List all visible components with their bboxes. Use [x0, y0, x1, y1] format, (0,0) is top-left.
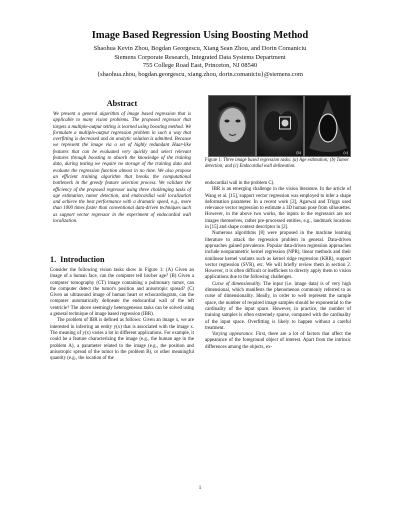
- introduction-text: [50, 268, 194, 362]
- ct-image: [256, 95, 304, 157]
- caption-label: Figure 1:: [205, 158, 223, 163]
- section-heading-introduction: [50, 255, 109, 264]
- intro-paragraph-2: The problem of IBR is defined as follows: Given an image x, we are interested in inferring an entity y(x) that is associated with the image x. The meaning of y(x) varies a lot in different applications. For example, it could be a feature characterizing the image (e.g., the human age in the problem A), a parameter related to the image (e.g., the position and anisotropic spread of the tumor in the problem B), or other meaningful quantity (e.g., the location of the: [50, 318, 194, 362]
- face-image: [208, 95, 256, 157]
- caption-text: Three image based regression tasks: (a) Age estimation; (b) Tumor detection; and (c) Endocardial wall delineation.: [205, 158, 349, 169]
- section-title: Introduction: [60, 255, 105, 264]
- right-paragraph-3: Numerous algorithms [8] were proposed in the machine learning literature to attack the regression problem in general. Data-driven approaches gained prevalence. Popular data-driven regression approaches include nonparametric kernel regression (NPR), linear methods and their nonlinear kernel variants such as kernel ridge regression (KRR), support vector regression (SVR), etc. We will briefly review them in section 2. However, it is often difficult or inefficient to directly apply them to vision applications due to the following challenges.: [205, 231, 351, 281]
- figure-label-b: (b): [296, 150, 301, 155]
- paper-title: Image Based Regression Using Boosting Method: [91, 30, 309, 41]
- right-paragraph-1: endocardial wall in the problem C).: [205, 181, 275, 186]
- paragraph-5-label: Varying appearance.: [212, 332, 254, 338]
- author-affiliation: Siemens Corporate Research, Integrated Data Systems Department: [114, 53, 286, 61]
- echocardiogram-image: [304, 95, 351, 157]
- author-names: Shaohua Kevin Zhou, Bogdan Georgescu, Xiang Sean Zhou, and Dorin Comaniciu: [93, 45, 307, 52]
- author-block: [0, 45, 400, 79]
- abstract-heading: Abstract: [106, 99, 138, 108]
- right-paragraph-4: [205, 282, 351, 332]
- figure-1: [208, 95, 351, 157]
- paragraph-4-label: Curse of dimensionality.: [212, 281, 262, 287]
- right-paragraph-5: [205, 332, 351, 351]
- page-number: 1: [198, 486, 202, 491]
- paragraph-4-body: The input (i.e. image data) is of very high dimensional, which manifests the phenomenon commonly referred to as curse of dimensionality. Ideally, in order to well represent the sample space, the number of required image samples should be exponential to the cardinality of the input space. However, in practice, the number of training samples is often extremely sparse, compared with the cardinality of the input space. Overfitting is likely to happen without a careful treatment.: [205, 281, 351, 331]
- author-emails: {shaohua.zhou, bogdan.georgescu, xiang.zhou, dorin.comaniciu}@siemens.com: [97, 70, 303, 78]
- right-paragraph-2: IBR is an emerging challenge in the vision literature. In the article of Wang et al. [15], support vector regression was employed to infer a shape deformation parameter. In a recent work [2], Agarwal and Triggs used relevance vector regression to estimate a 3D human pose from silhouettes. However, in the above two works, the inputs to the regressors are not images themselves, rather pre-processed entities, e.g., landmark locations in [15] and shape context descriptor in [2].: [205, 187, 351, 231]
- figure-label-c: (c): [343, 150, 348, 155]
- figure-caption: [205, 158, 351, 169]
- figure-label-a: (a): [248, 150, 253, 155]
- intro-paragraph-1: Consider the following vision tasks show in Figure 1: (A) Given an image of a human face, can the computer tell his/her age? (B) Given a computer tomography (CT) image containing a pulmonary tumor, can the computer detect the tumor's position and anisotropic spread? (C) Given an ultrasound image of human heart or echocardiogram, can the computer automatically delineate the endocardial wall of the left ventricle? The above seemingly heterogeneous tasks can be solved using a general technique of image based regression (IBR).: [50, 268, 194, 318]
- section-number: 1.: [50, 255, 57, 264]
- paragraph-5-body: First, there are a lot of factors that affect the appearance of the foreground object of interest. Apart from the intrinsic differences among the objects, ex-: [205, 332, 351, 350]
- abstract-text: [50, 112, 194, 225]
- abstract-paragraph: We present a general algorithm of image based regression that is applicable to many vision problems. The proposed regressor that targets a multiple-output setting is learned using boosting method. We formulate a multiple-output regression problem in such a way that overfitting is decreased and an analytic solution is admitted. Because we represent the image via a set of highly redundant Haar-like features that can be evaluated very quickly and select relevant features through boosting to absorb the knowledge of the training data, during testing we require no storage of the training data and evaluate the regression function almost in no time. We also propose an efficient training algorithm that breaks the computational bottleneck in the greedy feature selection process. We validate the efficiency of the proposed regressor using three challenging tasks of age estimation, tumor detection, and endocardial wall localization and achieve the best performance with a dramatic speed, e.g., more than 1000 times faster than conventional data-driven techniques such as support vector regressor in the experiment of endocardial wall localization.: [53, 112, 191, 225]
- right-column-text: [205, 181, 351, 351]
- author-address: 755 College Road East, Princeton, NJ 08540: [142, 62, 258, 70]
